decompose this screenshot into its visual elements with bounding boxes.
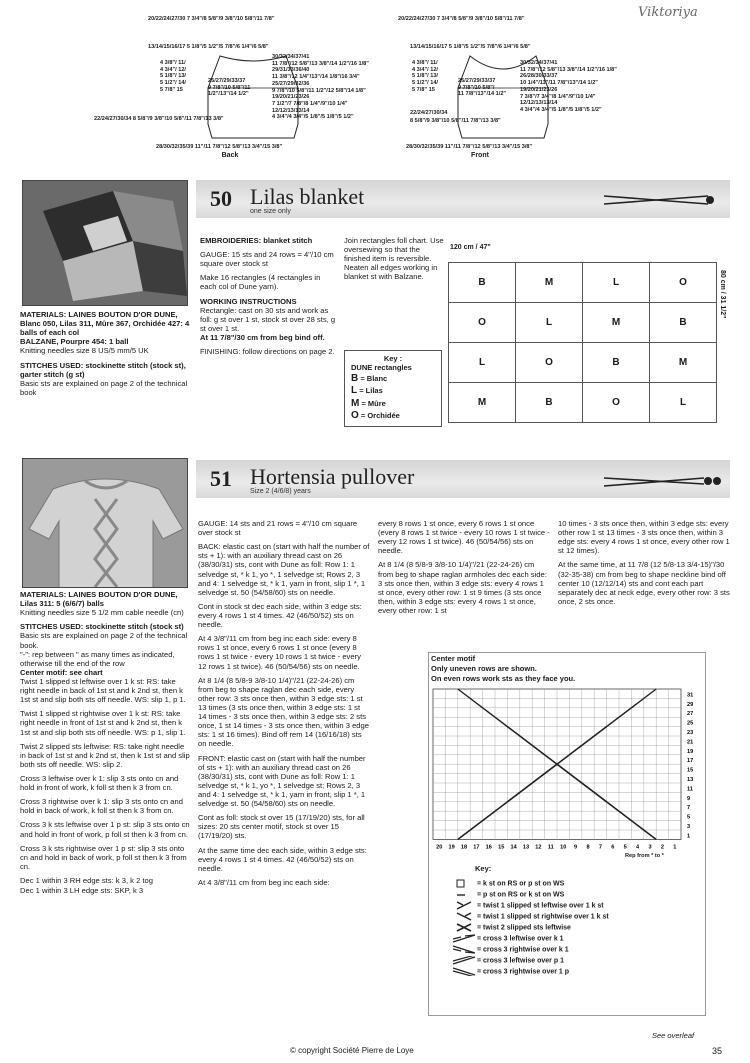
hortensia-materials: MATERIALS: LAINES BOUTON D'OR DUNE, Lilas 311: 5 (6/6/7) balls <box>20 590 178 609</box>
blanket-illustration <box>23 181 188 306</box>
hortensia-number: 51 <box>210 466 232 491</box>
hortensia-col-4: 10 times - 3 sts once then, within 3 edge sts: every other row 1 st 13 times - 3 sts once then, within 3 edge sts: every 4 rows 1 st once, every other row 1 st 12 times). At the same time, at 11 7/8 (12 5/8-13 3/4-15)"/30 (32-35-38) cm from beg to shape neckline bind off center 10 (12/12/14) sts and cont each part separately dec at neck edge, every other row: 3 sts once, 2 sts once. <box>558 519 730 606</box>
blanket-grid-cell: O <box>650 263 717 303</box>
col-label: 10 <box>560 844 567 851</box>
motif-grid <box>429 685 705 855</box>
lilas-number: 50 <box>210 186 232 211</box>
needles-balls-icon <box>600 470 722 492</box>
lilas-join: Join rectangles foll chart. Use oversewing so that the finished item is reversible. Neaten all edges working in blanket st with Balzane. <box>344 236 444 282</box>
back-bottom-left: 22/24/27/30/34 8 5/8"/9 3/8"/10 5/8"/11 7/8"/13 3/8" <box>94 116 224 122</box>
key-row: = cross 3 leftwise over p 1 <box>451 956 701 967</box>
front-bottom-left-a: 22/24/27/30/34 <box>410 110 448 116</box>
col-label: 17 <box>473 844 480 851</box>
blanket-grid-row <box>449 383 717 423</box>
front-top-1: 20/22/24/27/30 7 3/4"/8 5/8"/9 3/8"/10 5/8"/11 7/8" <box>398 16 525 22</box>
back-top-1: 20/22/24/27/30 7 3/4"/8 5/8"/9 3/8"/10 5/8"/11 7/8" <box>148 16 275 22</box>
col-label: 8 <box>586 844 590 851</box>
lilas-header <box>196 180 730 218</box>
signature: Viktoriya <box>638 5 698 20</box>
key-row: = cross 3 rightwise over k 1 <box>451 945 701 956</box>
page-number: 35 <box>712 1046 723 1056</box>
row-label: 27 <box>687 711 694 718</box>
back-top-2: 13/14/15/16/17 5 1/8"/5 1/2"/5 7/8"/6 1/4"/6 5/8" <box>148 44 269 50</box>
front-bottom: 28/30/32/35/39 11"/11 7/8"/12 5/8"/13 3/4"/15 3/8" <box>406 144 533 150</box>
blanket-height-label: 80 cm / 31 1/2" <box>719 270 727 319</box>
lilas-key: Key : DUNE rectangles B = Blanc L = Lilas M = Mûre O = Orchidée <box>344 350 442 427</box>
lilas-make: Make 16 rectangles (4 rectangles in each col of Dune yarn). <box>200 273 321 292</box>
back-left-dims: 4 3/8"/ 11/ 4 3/4"/ 12/ 5 1/8"/ 13/ 5 1/2"/ 14/ 5 7/8" 15 <box>160 60 186 93</box>
col-label: 12 <box>535 844 542 851</box>
back-bottom: 28/30/32/35/39 11"/11 7/8"/12 5/8"/13 3/4"/15 3/8" <box>156 144 283 150</box>
blanket-grid-row <box>449 343 717 383</box>
blanket-grid-cell: B <box>583 343 650 383</box>
hortensia-stitches: STITCHES USED: stockinette stitch (stock st) <box>20 622 184 632</box>
lilas-needles: Knitting needles size 8 US/5 mm/5 UK <box>20 346 149 356</box>
row-label: 13 <box>687 777 694 783</box>
blanket-grid-cell: M <box>583 303 650 343</box>
row-label: 19 <box>687 748 694 755</box>
lilas-subtitle: one size only <box>250 208 291 215</box>
key-row: = cross 3 rightwise over 1 p <box>451 967 701 978</box>
pullover-illustration <box>23 459 188 588</box>
lilas-working-title: WORKING INSTRUCTIONS <box>200 296 297 306</box>
blanket-width-label: 120 cm / 47" <box>450 244 491 251</box>
col-label: 11 <box>547 844 554 851</box>
col-label: 2 <box>660 844 664 851</box>
blanket-grid-cell: M <box>449 383 516 423</box>
row-label: 3 <box>687 824 691 830</box>
front-bottom-left-b: 8 5/8"/9 3/8"/10 5/8"/11 7/8"/13 3/8" <box>410 118 501 124</box>
needles-icon <box>600 190 718 210</box>
hortensia-col-2: GAUGE: 14 sts and 21 rows = 4"/10 cm square over stock st BACK: elastic cast on (start with half the number of sts + 1): with an auxiliary thread cast on 26 (38/30/31) sts, cont with Dune as foll: Row 1: 1 selvedge st, * k 1, yo *, 1 selvedge st; Rows 2, 3 and 4: 1 selvedge st, * k 1, yarn in front, slip 1 *, 1 selvedge st. 50 (54/58/60) sts on needle. Cont in stock st dec each side, within 3 edge sts: every 4 rows 1 st 4 times. 42 (46/50/52) sts on needle. At 4 3/8"/11 cm from beg inc each side: every 8 rows 1 st once, every 6 rows 1 st once (every 8 rows 1 st twice - every 10 rows 1 st twice - every 12 rows 1 st twice). 46 (50/54/56) sts on needle. At 8 1/4 (8 5/8-9 3/8-10 1/4)"/21 (22-24-26) cm from beg to shape raglan dec each side, every other row: 3 sts once then, within 3 edge sts: 1 st 13 times (3 sts once then, within 3 edge sts: 1 st 14 times - 3 sts once then, within 3 edge sts: 2 sts once, 1 st 14 times - 3 sts once then, within 3 edge sts: 1 st 16 times). Bind off rem 14 (16/16/18) sts on needle. FRONT: elastic cast on (start with half the number of sts + 1): with an auxiliary thread cast on 26 (38/30/31) sts, cont with Dune as foll: Row 1: 1 selvedge st, * k 1, yo *, 1 selvedge st; Rows 2, 3 and 4: 1 selvedge st, * k 1, yarn in front, slip 1 *, 1 selvedge st. 50 (54/58/60) sts on needle. Cont as foll: stock st over 15 (17/19/20) sts, for all sizes: 20 sts center motif, stock st over 15 (17/19/20) sts. At the same time dec each side, within 3 edge sts: every 4 rows 1 st 4 times. 42 (46/50/52) sts on needle. At 4 3/8"/11 cm from beg inc each side: <box>198 519 370 887</box>
row-label: 29 <box>687 701 694 708</box>
row-label: 7 <box>687 805 691 812</box>
blanket-grid-cell: O <box>516 343 583 383</box>
key-row: = twist 1 slipped st rightwise over 1 k st <box>451 912 701 923</box>
blanket-grid-cell: L <box>449 343 516 383</box>
motif-key <box>451 879 701 978</box>
key-row: = p st on RS or k st on WS <box>477 891 565 899</box>
blanket-grid-cell: B <box>449 263 516 303</box>
col-label: 14 <box>510 844 517 851</box>
row-label: 31 <box>687 692 694 699</box>
col-label: 5 <box>623 844 627 851</box>
blanket-grid-cell: L <box>650 383 717 423</box>
front-right-dims: 30/32/34/37/41 11 7/8"/12 5/8"/13 3/8"/14 1/2"/16 1/8" 26/28/30/33/37 10 1/4"/11"/11 7/8"/13"/14 1/2" 19/20/21/23/26 7 3/8"/7 3/4"/8 1/4"/9"/10 1/4" 12/12/13/13/14 4 3/4"/4 3/4"/5 1/8"/5 1/8"/5 1/2" <box>520 60 617 113</box>
hortensia-col-1: MATERIALS: LAINES BOUTON D'OR DUNE, Lilas 311: 5 (6/6/7) balls Knitting needles size 5 1/2 mm cable needle (cn) STITCHES USED: stockinette stitch (stock st) Basic sts are explained on page 2 of the technical book. "-": rep between " as many times as indicated, otherwise till the end of the row Center motif: see chart Twist 1 slipped st leftwise over 1 k st: RS: take right needle in back of 1st st and k 2nd st, then k 1st st and slip both sts off needle. WS: slip 1, p 1. Twist 1 slipped st rightwise over 1 k st: RS: take right needle in front of 1st st and k 2nd st, then k 1st st and slip both sts off needle. WS: p 1, slip 1. Twist 2 slipped sts leftwise: RS: take right needle in back of 1st st and k 2nd st, then k 1st st and slip both sts off needle. WS: slip 2. Cross 3 leftwise over k 1: slip 3 sts onto cn and hold in front of work, k foll st then k 3 from cn. Cross 3 rightwise over k 1: slip 3 sts onto cn and hold in back of work, k foll st then k 3 from cn. Cross 3 k sts leftwise over 1 p st: slip 3 sts onto cn and hold in front of work, p foll st then k 3 from cn. Cross 3 k sts rightwise over 1 p st: slip 3 sts onto cn and hold in back of work, p foll st then k 3 from cn. Dec 1 within 3 RH edge sts: k 3, k 2 tog Dec 1 within 3 LH edge sts: SKP, k 3 <box>20 590 190 896</box>
key-row: = twist 2 slipped sts leftwise <box>451 923 701 934</box>
see-overleaf: See overleaf <box>652 1031 695 1040</box>
row-label: 9 <box>687 795 691 802</box>
col-label: 3 <box>648 844 652 851</box>
front-top-2: 13/14/15/16/17 5 1/8"/5 1/2"/5 7/8"/6 1/4"/6 5/8" <box>410 44 531 50</box>
row-label: 5 <box>687 814 691 821</box>
hortensia-header <box>196 460 730 498</box>
key-row: = k st on RS or p st on WS <box>451 879 701 890</box>
lilas-col-3 <box>344 236 444 287</box>
blanket-grid-cell: L <box>583 263 650 303</box>
blanket-photo <box>22 180 188 306</box>
row-label: 17 <box>687 758 694 765</box>
pullover-photo <box>22 458 188 588</box>
blanket-grid-cell: O <box>449 303 516 343</box>
hortensia-col-3: every 8 rows 1 st once, every 6 rows 1 st once (every 8 rows 1 st twice - every 10 rows 1 st twice - every 12 rows 1 st twice). 46 (50/54/56) sts on needle. At 8 1/4 (8 5/8-9 3/8-10 1/4)"/21 (22-24-26) cm from beg to shape raglan armholes dec each side: 3 sts once then, within 3 edge sts: every 4 rows 1 st once, every other row: 1 st 9 times (3 sts once then, within 3 edge sts: every 4 rows 1 st once, every other row: 1 st <box>378 519 550 615</box>
col-label: 4 <box>636 844 640 851</box>
lilas-materials-col <box>20 310 192 402</box>
lilas-embroideries: EMBROIDERIES: blanket stitch <box>200 236 313 245</box>
col-label: 13 <box>522 844 530 851</box>
back-caption: Back <box>221 152 239 159</box>
row-label: 1 <box>687 833 691 840</box>
back-inner-dims: 25/27/29/33/37 9 7/8"/10 5/8"/11 1/2"/13"/14 1/2" <box>208 78 251 98</box>
blanket-grid-cell: M <box>650 343 717 383</box>
lilas-materials: MATERIALS: LAINES BOUTON D'OR DUNE, Blanc 050, Lilas 311, Mûre 367, Orchidée 427: 4 balls of each col <box>20 310 190 338</box>
lilas-col-2 <box>200 236 338 361</box>
lilas-at-11: At 11 7/8"/30 cm from beg bind off. <box>200 332 325 342</box>
front-caption: Front <box>471 152 489 159</box>
lilas-gauge: GAUGE: 15 sts and 24 rows = 4"/10 cm square over stock st <box>200 250 334 269</box>
blanket-grid-cell: M <box>516 263 583 303</box>
center-motif-chart: Center motif Only uneven rows are shown. On even rows work sts as they face you. 20 19 18 17 16 15 14 13 12 11 10 9 8 7 6 5 4 3 2 1 31 29 27 25 23 21 19 17 15 13 11 9 7 5 3 1 Rep from * to * Key: = k st on RS or p st on WS = p st on RS or k st on WS = twist 1 slipped st leftwise over 1 k st = twist 1 slipped st rightwise over 1 k st = twist 2 slipped sts leftwise = cross 3 leftwise over k 1 = cross 3 rightwise over k 1 = cross 3 leftwise over p 1 = cross 3 rightwise over 1 p <box>428 652 706 1016</box>
row-label: 11 <box>687 786 693 793</box>
col-label: 1 <box>673 844 677 851</box>
front-left-dims: 4 3/8"/ 11/ 4 3/4"/ 12/ 5 1/8"/ 13/ 5 1/2"/ 14/ 5 7/8" 15 <box>412 60 438 93</box>
key-item: M = Mûre <box>351 397 386 409</box>
blanket-grid-cell: L <box>516 303 583 343</box>
blanket-layout-grid <box>448 262 717 423</box>
blanket-grid-row <box>449 263 717 303</box>
key-item: O = Orchidée <box>351 410 400 422</box>
blanket-grid-cell: B <box>650 303 717 343</box>
col-label: 18 <box>460 844 468 851</box>
row-label: 15 <box>687 767 694 774</box>
row-label: 25 <box>687 720 694 727</box>
hortensia-needles: Knitting needles size 5 1/2 mm cable needle (cn) <box>20 608 184 618</box>
copyright: © copyright Société Pierre de Loye <box>290 1046 414 1055</box>
row-label: 21 <box>687 739 694 746</box>
blanket-grid-cell: B <box>516 383 583 423</box>
lilas-rectangle: Rectangle: cast on 30 sts and work as foll: g st over 1 st, stock st over 28 sts, g st over 1 st. <box>200 305 336 333</box>
col-label: 19 <box>448 844 455 851</box>
lilas-stitches-note: Basic sts are explained on page 2 of the technical book <box>20 378 188 397</box>
lilas-finishing: FINISHING: follow directions on page 2. <box>200 347 335 357</box>
blanket-grid-row <box>449 303 717 343</box>
front-inner-dims: 25/27/29/33/37 9 7/8"/10 5/8"/ 11 7/8"/13"/14 1/2" <box>458 78 507 98</box>
hortensia-title: Hortensia pullover <box>250 464 415 489</box>
blanket-grid-cell: O <box>583 383 650 423</box>
hortensia-subtitle: Size 2 (4/6/8) years <box>250 488 311 495</box>
lilas-title: Lilas blanket <box>250 184 365 209</box>
lilas-balzane: BALZANE, Pourpre 454: 1 ball <box>20 337 129 347</box>
lilas-stitches: STITCHES USED: stockinette stitch (stock st), garter stitch (g st) <box>20 360 186 379</box>
key-item: B = Blanc <box>351 372 388 384</box>
col-label: 7 <box>598 844 602 851</box>
key-row: = cross 3 leftwise over k 1 <box>451 934 701 945</box>
row-label: 23 <box>687 730 694 736</box>
col-label: 9 <box>574 844 578 851</box>
col-label: 6 <box>611 844 615 851</box>
key-item: L = Lilas <box>351 385 383 397</box>
col-label: 15 <box>498 844 505 851</box>
key-row: = twist 1 slipped st leftwise over 1 k st <box>451 901 701 912</box>
back-right-dims: 30/32/34/37/41 11 7/8"/12 5/8"/13 3/8"/14 1/2"/16 1/8" 29/31/33/36/40 11 3/8"/12 1/4"/13"/14 1/8"/16 3/4" 25/27/29/32/36 9 7/8"/10 5/8"/11 1/2"/12 5/8"/14 1/8" 19/20/21/23/26 7 1/2"/7 7/8"/8 1/4"/9"/10 1/4" 12/12/13/13/14 4 3/4"/4 3/4"/5 1/8"/5 1/8"/5 1/2" <box>272 54 369 121</box>
col-label: 20 <box>436 844 443 851</box>
col-label: 16 <box>485 844 492 851</box>
schematics <box>0 0 750 168</box>
